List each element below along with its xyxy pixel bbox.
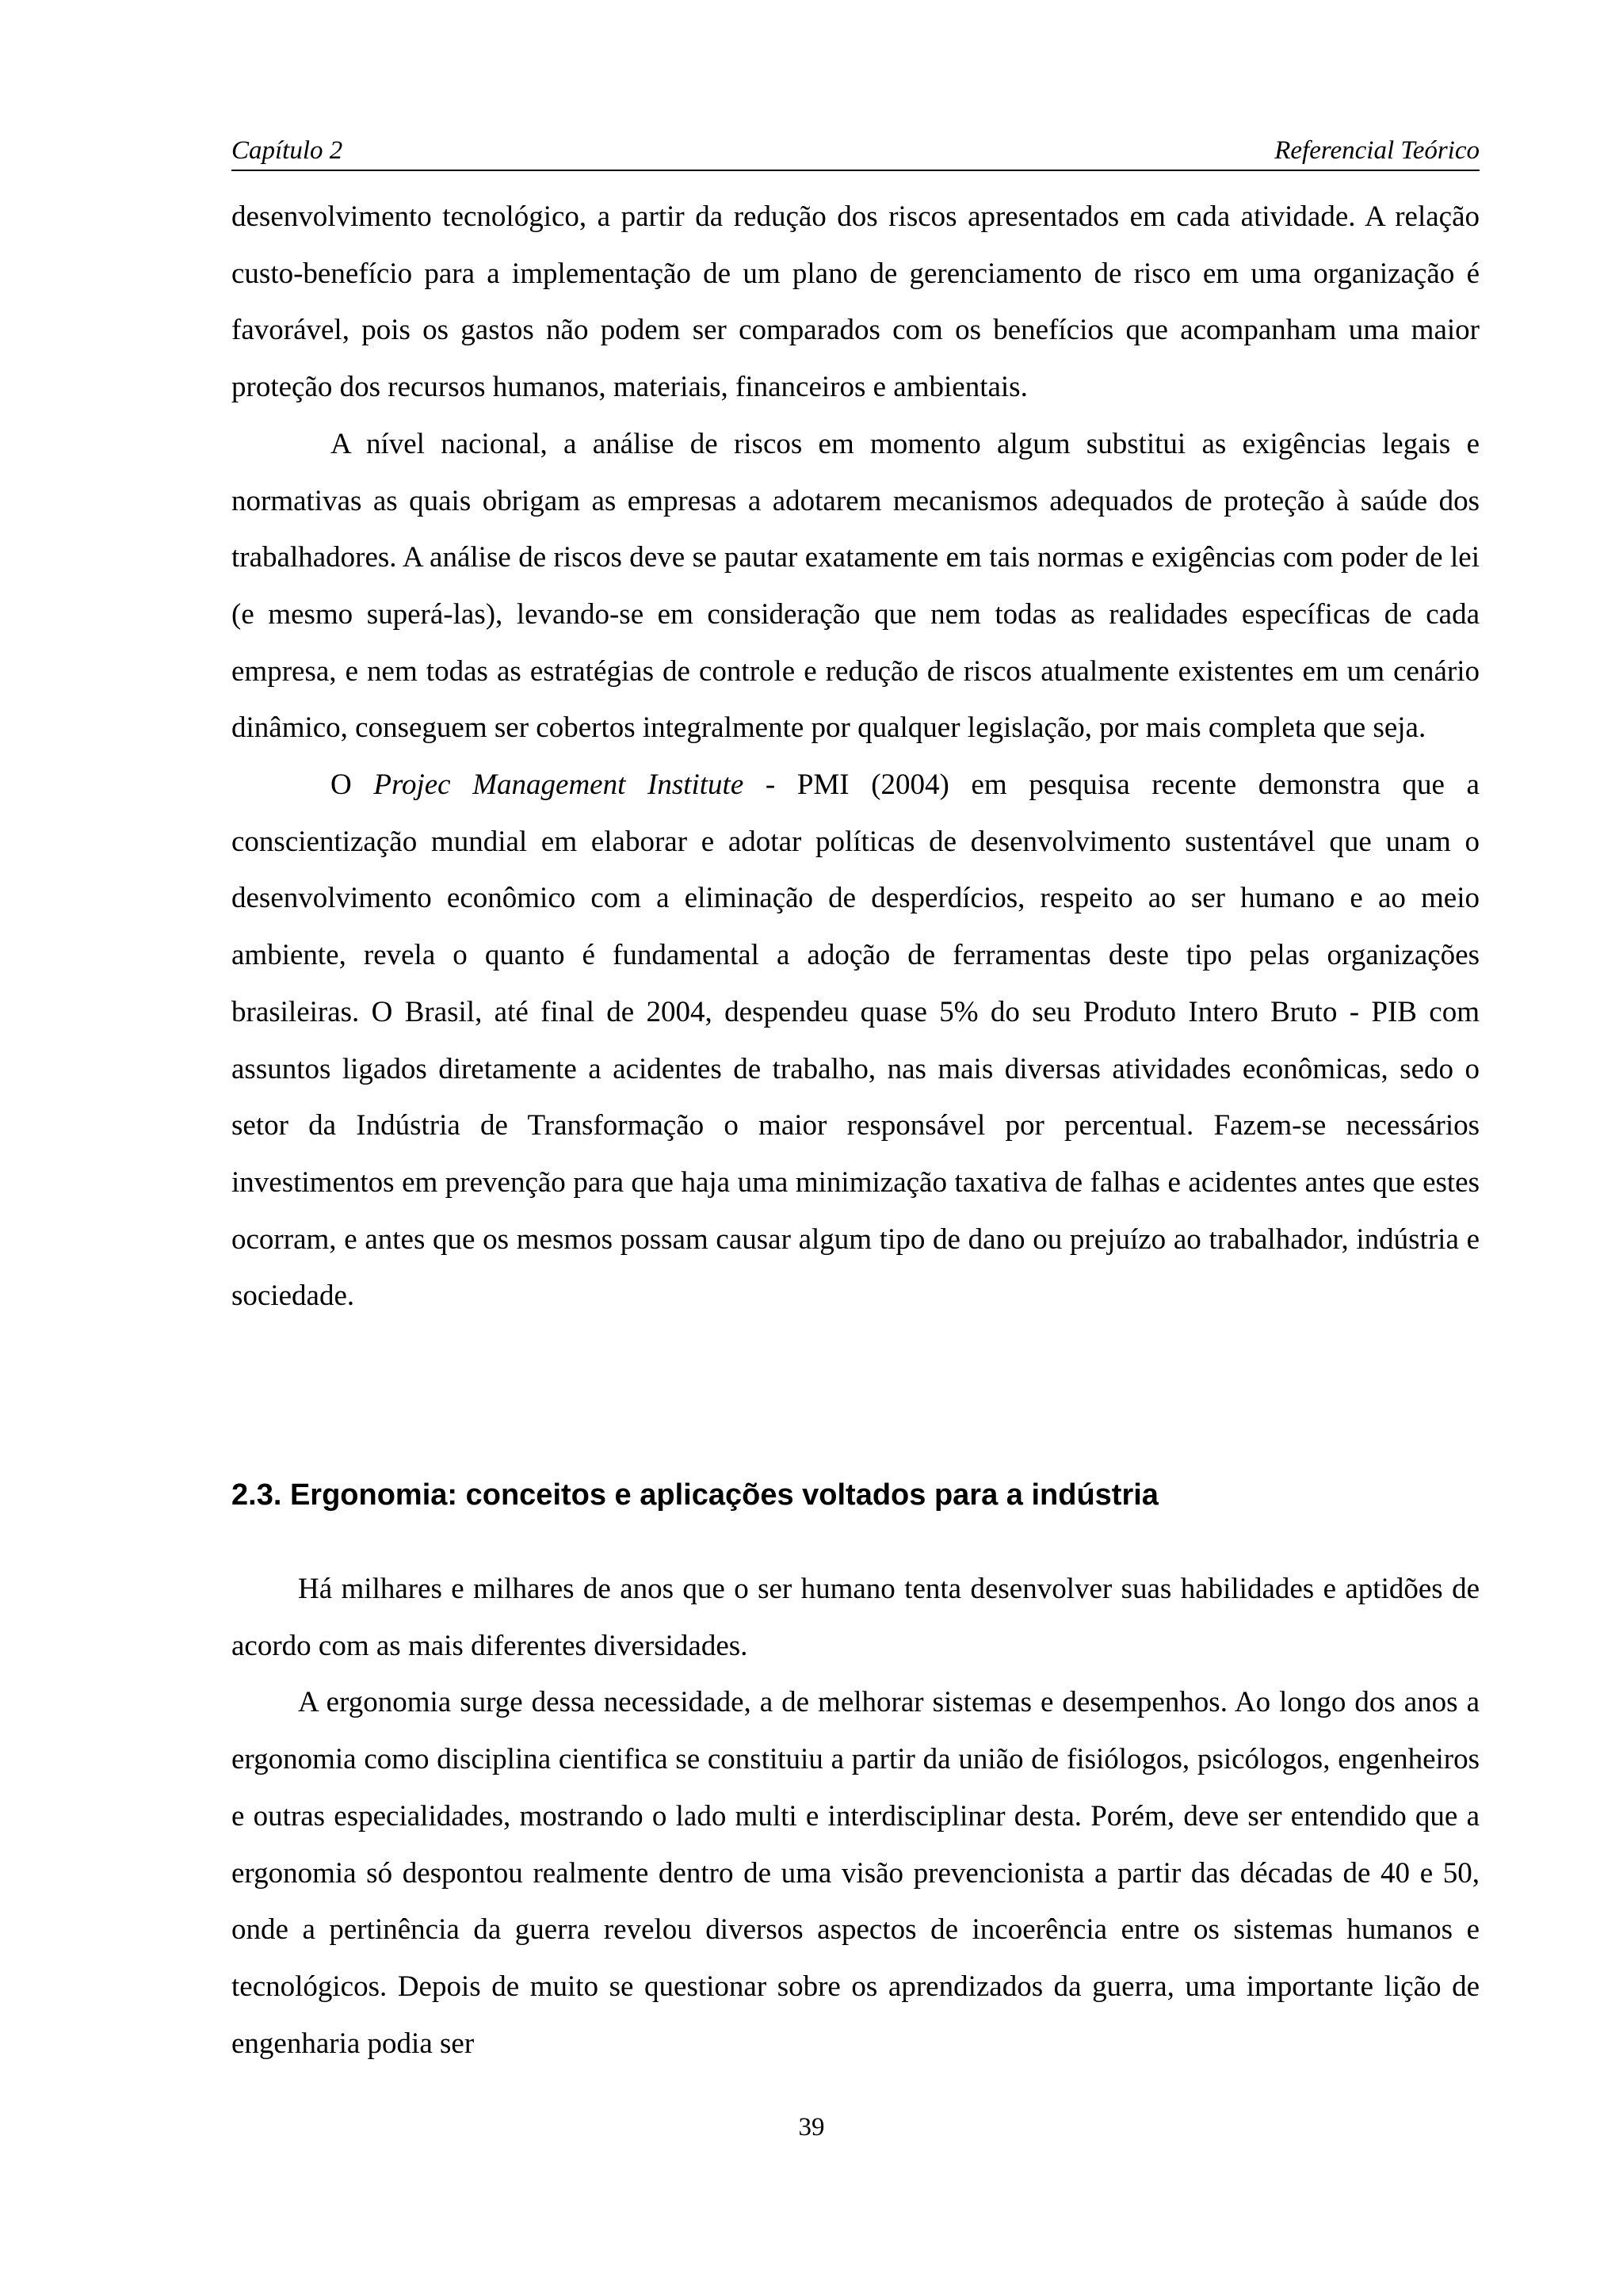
- section-heading: 2.3. Ergonomia: conceitos e aplicações voltados para a indústria: [231, 1478, 1159, 1512]
- page-number: 39: [798, 2113, 825, 2142]
- header-chapter: Capítulo 2: [231, 136, 343, 165]
- paragraph-3-italic: Projec Management Institute: [373, 769, 744, 802]
- paragraph-1: desenvolvimento tecnológico, a partir da redução dos riscos apresentados em cada atividade. A relação custo-benefício para a implementação de um plano de gerenciamento de risco em uma organização é favorável, pois os gastos não podem ser comparados com os benefícios que acompanham uma maior proteção dos recursos humanos, materiais, financeiros e ambientais.: [231, 200, 1480, 404]
- paragraph-2: A nível nacional, a análise de riscos em momento algum substitui as exigências legais e normativas as quais obrigam as empresas a adotarem mecanismos adequados de proteção à saúde dos trabalhadores. A análise de riscos deve se pautar exatamente em tais normas e exigências com poder de lei (e mesmo superá-las), levando-se em consideração que nem todas as realidades específicas de cada empresa, e nem todas as estratégias de controle e redução de riscos atualmente existentes em um cenário dinâmico, conseguem ser cobertos integralmente por qualquer legislação, por mais completa que seja.: [231, 427, 1480, 745]
- body-text-bottom: [231, 1561, 1480, 2072]
- paragraph-3: [231, 757, 1480, 1325]
- paragraph-3-rest: - PMI (2004) em pesquisa recente demonstra que a conscientização mundial em elaborar e adotar políticas de desenvolvimento sustentável que unam o desenvolvimento econômico com a eliminação de desperdícios, respeito ao ser humano e ao meio ambiente, revela o quanto é fundamental a adoção de ferramentas deste tipo pelas organizações brasileiras. O Brasil, até final de 2004, despendeu quase 5% do seu Produto Intero Bruto - PIB com assuntos ligados diretamente a acidentes de trabalho, nas mais diversas atividades econômicas, sedo o setor da Indústria de Transformação o maior responsável por percentual. Fazem-se necessários investimentos em prevenção para que haja uma minimização taxativa de falhas e acidentes antes que estes ocorram, e antes que os mesmos possam causar algum tipo de dano ou prejuízo ao trabalhador, indústria e sociedade.: [231, 769, 1480, 1313]
- body-text-top: [231, 189, 1480, 1325]
- header-section: Referencial Teórico: [1274, 136, 1480, 165]
- header-rule: [231, 170, 1480, 171]
- paragraph-3-start: O: [330, 769, 374, 802]
- running-header: [231, 131, 1480, 170]
- paragraph-4: Há milhares e milhares de anos que o ser humano tenta desenvolver suas habilidades e aptidões de acordo com as mais diferentes diversidades.: [231, 1573, 1480, 1662]
- paragraph-5: A ergonomia surge dessa necessidade, a de melhorar sistemas e desempenhos. Ao longo dos anos a ergonomia como disciplina cientifica se constituiu a partir da união de fisiólogos, psicólogos, engenheiros e outras especialidades, mostrando o lado multi e interdisciplinar desta. Porém, deve ser entendido que a ergonomia só despontou realmente dentro de uma visão prevencionista a partir das décadas de 40 e 50, onde a pertinência da guerra revelou diversos aspectos de incoerência entre os sistemas humanos e tecnológicos. Depois de muito se questionar sobre os aprendizados da guerra, uma importante lição de engenharia podia ser: [231, 1686, 1480, 2060]
